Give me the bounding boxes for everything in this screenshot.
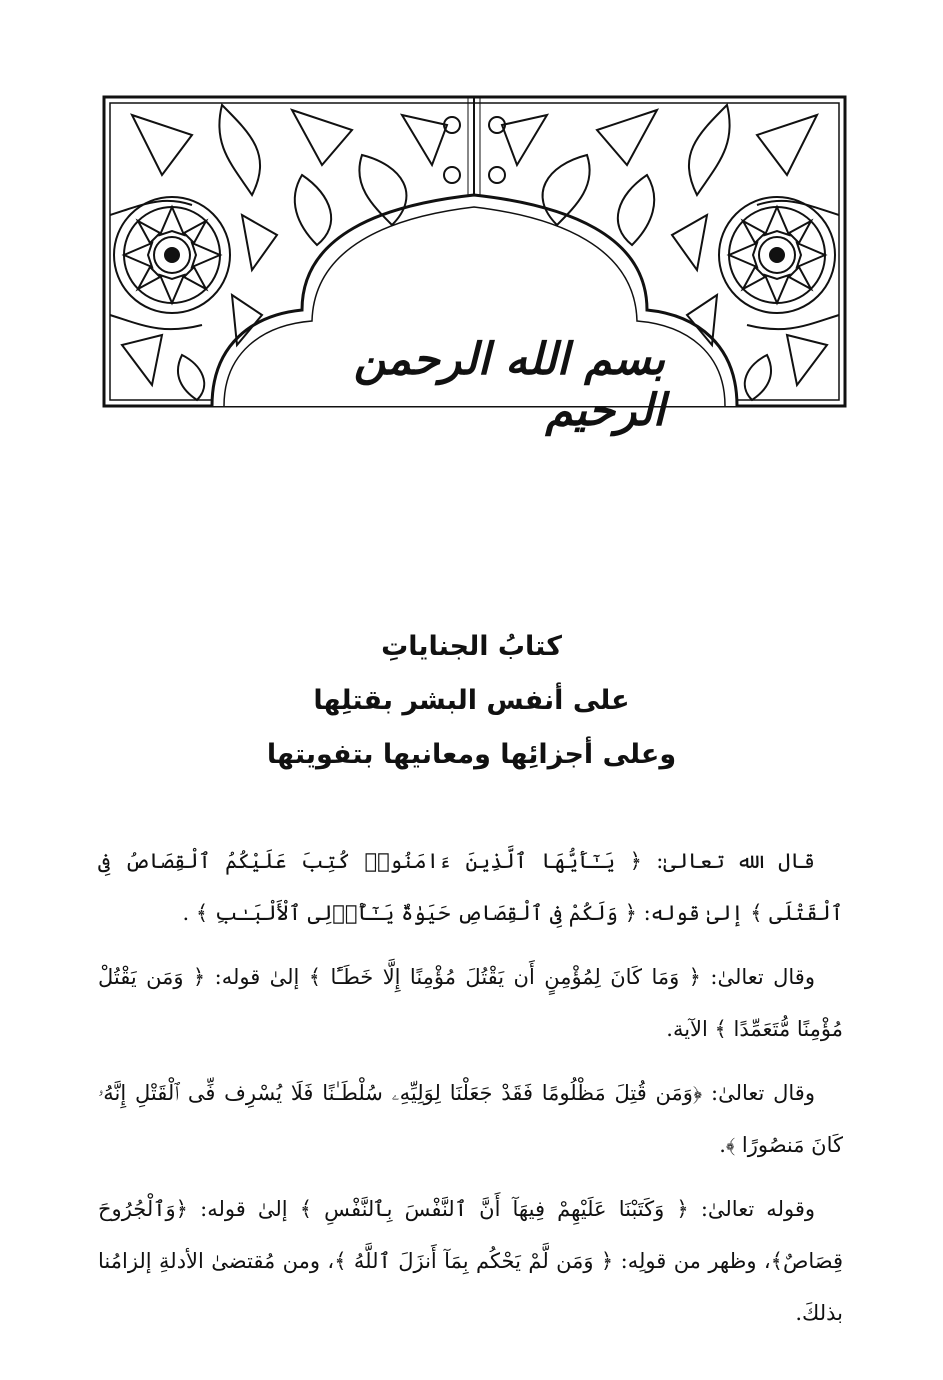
paragraph-1: قال الله تعالىٰ: ﴿ يَـٰٓأَيُّهَا ٱلَّذِينَ ءَامَنُوا۟ كُتِبَ عَلَيْكُمُ ٱلْقِصَاصُ فِى ٱلْقَتْلَى ﴾ إلىٰ قوله: ﴿ وَلَكُمْ فِى ٱلْقِصَاصِ حَيَوٰةٌ يَـٰٓأُو۟لِى ٱلْأَلْبَـٰبِ ﴾ . (98, 849, 843, 925)
paragraph-3: وقال تعالىٰ: ﴿وَمَن قُتِلَ مَظْلُومًا فَقَدْ جَعَلْنَا لِوَلِيِّهِۦ سُلْطَـٰنًا فَلَا يُسْرِف فِّى ٱلْقَتْلِ إِنَّهُۥ كَانَ مَنصُورًا ﴾. (98, 1081, 843, 1157)
title-line-1: كتابُ الجناياتِ (381, 631, 562, 662)
basmala-calligraphy: بسم الله الرحمن الرحيم (353, 334, 665, 436)
paragraph-4: وقوله تعالىٰ: ﴿ وَكَتَبْنَا عَلَيْهِمْ فِيهَآ أَنَّ ٱلنَّفْسَ بِٱلنَّفْسِ ﴾ إلىٰ قوله: ﴿وَٱلْجُرُوحَ قِصَاصٌ﴾، وظهر من قولِه: ﴿ وَمَن لَّمْ يَحْكُم بِمَآ أَنزَلَ ٱللَّهُ ﴾، ومن مُقتضىٰ الأدلةِ إلزامُنا بذلكَ. (98, 1197, 843, 1325)
paragraph-2: وقال تعالىٰ: ﴿ وَمَا كَانَ لِمُؤْمِنٍ أَن يَقْتُلَ مُؤْمِنًا إِلَّا خَطَـًٔا ﴾ إلىٰ قوله: ﴿ وَمَن يَقْتُلْ مُؤْمِنًا مُّتَعَمِّدًا ﴾ الآية. (98, 965, 843, 1041)
title-line-2: على أنفس البشر بقتلِها (313, 685, 630, 716)
body-text (98, 835, 843, 1351)
title-line-3: وعلى أجزائِها ومعانيها بتفويتها (266, 739, 677, 770)
chapter-title (100, 620, 843, 782)
